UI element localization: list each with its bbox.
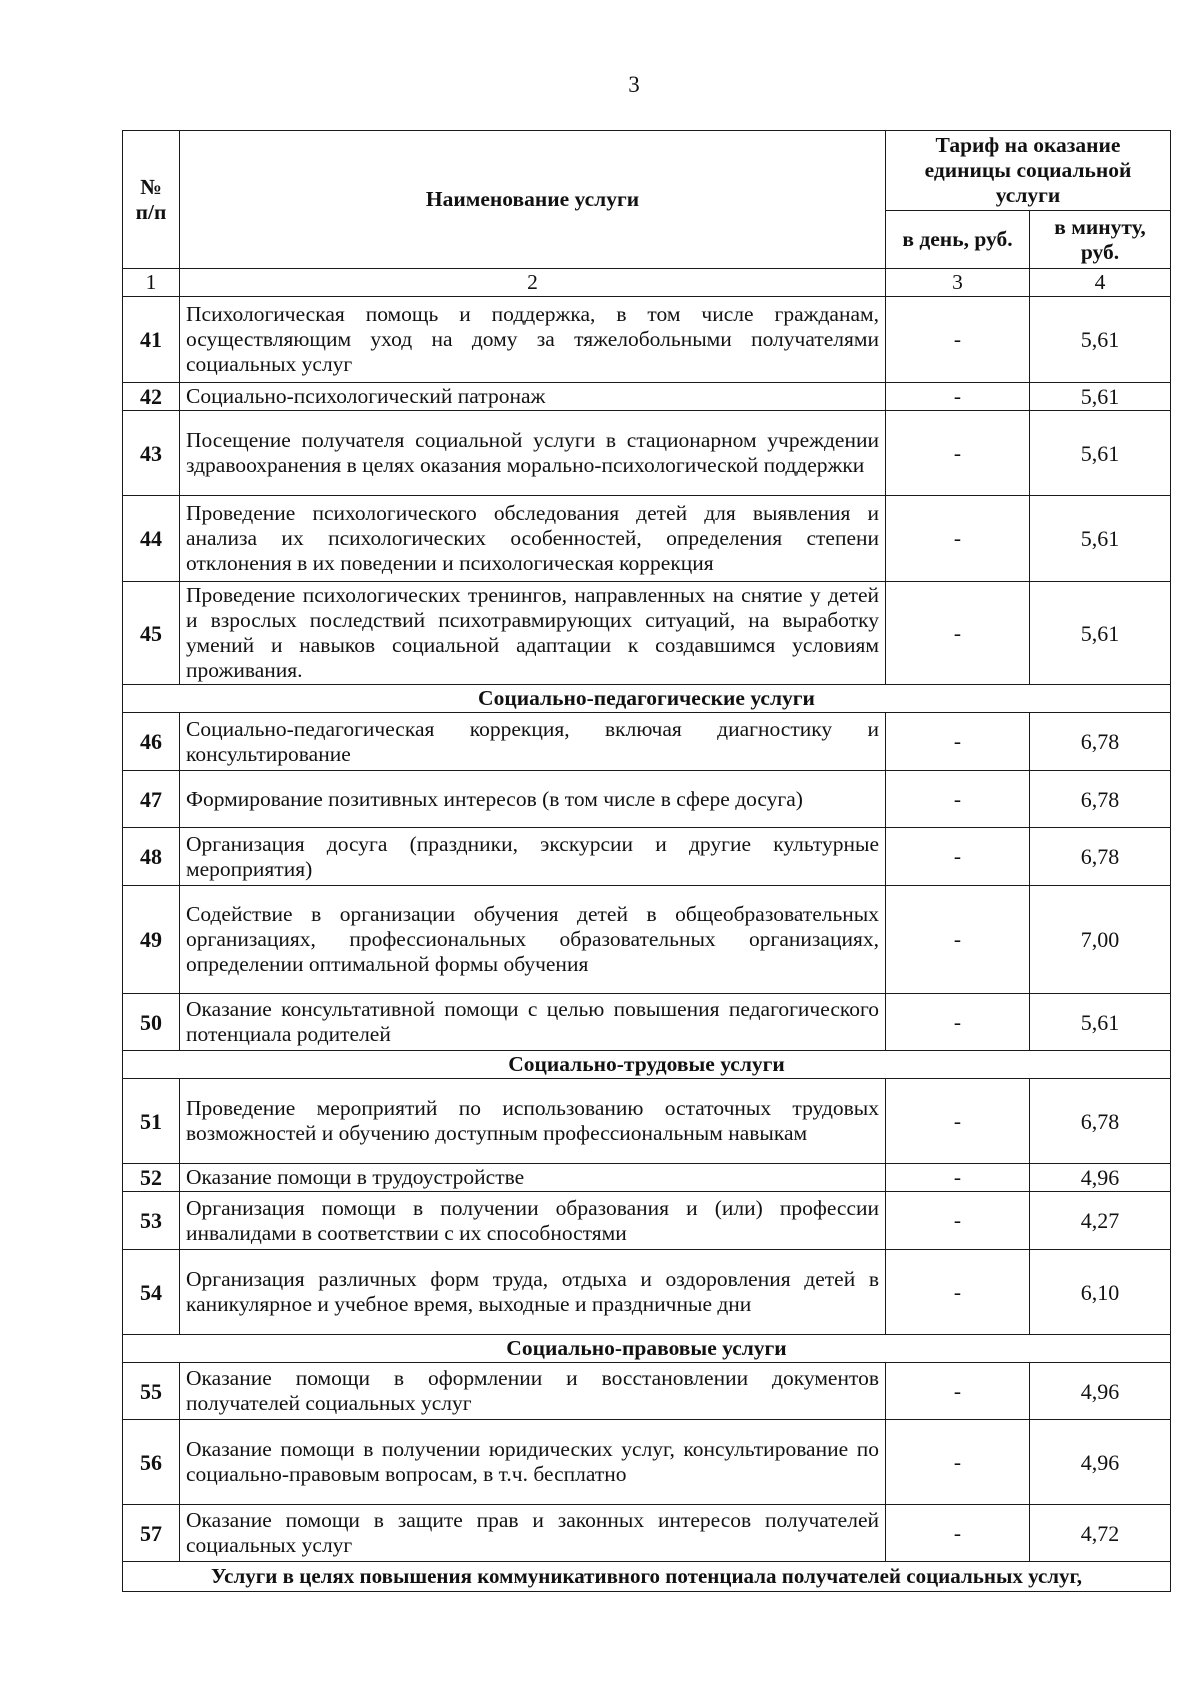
table-row	[123, 1079, 1171, 1164]
table-row	[123, 297, 1171, 383]
column-number: 2	[180, 269, 886, 297]
service-name: Социально-педагогическая коррекция, включая диагностику и консультирование	[180, 713, 886, 771]
column-number: 3	[886, 269, 1030, 297]
tariff-per-minute: 5,61	[1030, 582, 1171, 685]
service-name: Содействие в организации обучения детей в общеобразовательных организациях, профессиональных образовательных организациях, определении оптимальной формы обучения	[180, 886, 886, 994]
tariff-per-minute: 5,61	[1030, 297, 1171, 383]
row-number: 52	[123, 1164, 180, 1192]
row-number: 51	[123, 1079, 180, 1164]
tariff-per-minute: 5,61	[1030, 994, 1171, 1051]
tariff-per-day: -	[886, 886, 1030, 994]
tariff-per-minute: 6,78	[1030, 828, 1171, 886]
row-number: 43	[123, 411, 180, 496]
service-name: Проведение психологического обследования детей для выявления и анализа их психологических особенностей, определения степени отклонения в их поведении и психологическая коррекция	[180, 496, 886, 582]
table-row	[123, 886, 1171, 994]
tariff-per-day: -	[886, 383, 1030, 411]
row-number: 50	[123, 994, 180, 1051]
section-heading: Социально-педагогические услуги	[123, 685, 1171, 713]
table-row	[123, 496, 1171, 582]
service-name: Проведение психологических тренингов, направленных на снятие у детей и взрослых последствий психотравмирующих ситуаций, на выработку умений и навыков социальной адаптации к создавшимся условиям проживания.	[180, 582, 886, 685]
service-name: Проведение мероприятий по использованию остаточных трудовых возможностей и обучению доступным профессиональным навыкам	[180, 1079, 886, 1164]
row-number: 56	[123, 1420, 180, 1505]
table-row	[123, 828, 1171, 886]
header-num: № п/п	[123, 131, 180, 269]
column-number: 4	[1030, 269, 1171, 297]
tariff-per-minute: 4,96	[1030, 1164, 1171, 1192]
tariff-per-minute: 4,27	[1030, 1192, 1171, 1250]
row-number: 42	[123, 383, 180, 411]
tariff-per-day: -	[886, 1164, 1030, 1192]
tariff-per-minute: 5,61	[1030, 383, 1171, 411]
tariff-per-day: -	[886, 297, 1030, 383]
tariff-per-minute: 6,78	[1030, 771, 1171, 828]
tariff-per-day: -	[886, 1192, 1030, 1250]
row-number: 53	[123, 1192, 180, 1250]
tariff-per-minute: 6,78	[1030, 713, 1171, 771]
row-number: 41	[123, 297, 180, 383]
tariff-per-minute: 6,78	[1030, 1079, 1171, 1164]
tariff-per-day: -	[886, 411, 1030, 496]
header-tariff-group: Тариф на оказание единицы социальной услуги	[886, 131, 1171, 211]
service-name: Оказание помощи в оформлении и восстановлении документов получателей социальных услуг	[180, 1363, 886, 1420]
table-row	[123, 1192, 1171, 1250]
section-heading: Социально-правовые услуги	[123, 1335, 1171, 1363]
table-row	[123, 383, 1171, 411]
service-name: Оказание помощи в защите прав и законных интересов получателей социальных услуг	[180, 1505, 886, 1562]
table-row	[123, 994, 1171, 1051]
tariff-per-minute: 5,61	[1030, 411, 1171, 496]
tariff-per-day: -	[886, 496, 1030, 582]
tariff-per-day: -	[886, 1363, 1030, 1420]
row-number: 47	[123, 771, 180, 828]
table-row	[123, 1363, 1171, 1420]
tariff-per-day: -	[886, 1505, 1030, 1562]
service-name: Посещение получателя социальной услуги в стационарном учреждении здравоохранения в целях оказания морально-психологической поддержки	[180, 411, 886, 496]
row-number: 45	[123, 582, 180, 685]
table-row	[123, 771, 1171, 828]
tariff-per-minute: 4,96	[1030, 1363, 1171, 1420]
service-name: Организация различных форм труда, отдыха и оздоровления детей в каникулярное и учебное время, выходные и праздничные дни	[180, 1250, 886, 1335]
column-number: 1	[123, 269, 180, 297]
tariff-per-day: -	[886, 713, 1030, 771]
row-number: 54	[123, 1250, 180, 1335]
page-number: 3	[628, 72, 640, 97]
row-number: 44	[123, 496, 180, 582]
header-name: Наименование услуги	[180, 131, 886, 269]
tariff-per-day: -	[886, 828, 1030, 886]
table-body	[123, 297, 1171, 1562]
service-name: Организация досуга (праздники, экскурсии и другие культурные мероприятия)	[180, 828, 886, 886]
table-row	[123, 1250, 1171, 1335]
tariff-table	[122, 130, 1171, 1592]
tariff-per-day: -	[886, 582, 1030, 685]
tariff-per-minute: 4,96	[1030, 1420, 1171, 1505]
section-heading: Социально-трудовые услуги	[123, 1051, 1171, 1079]
row-number: 46	[123, 713, 180, 771]
tariff-per-minute: 7,00	[1030, 886, 1171, 994]
tariff-per-day: -	[886, 1420, 1030, 1505]
table-row	[123, 713, 1171, 771]
service-name: Социально-психологический патронаж	[180, 383, 886, 411]
header-per-minute: в минуту, руб.	[1030, 211, 1171, 269]
table-row	[123, 411, 1171, 496]
tariff-per-minute: 5,61	[1030, 496, 1171, 582]
service-name: Оказание помощи в трудоустройстве	[180, 1164, 886, 1192]
service-name: Оказание помощи в получении юридических услуг, консультирование по социально-правовым вопросам, в т.ч. бесплатно	[180, 1420, 886, 1505]
tariff-per-minute: 4,72	[1030, 1505, 1171, 1562]
table-row	[123, 582, 1171, 685]
continuation-heading: Услуги в целях повышения коммуникативного потенциала получателей социальных услуг,	[123, 1562, 1171, 1592]
tariff-per-day: -	[886, 1079, 1030, 1164]
row-number: 55	[123, 1363, 180, 1420]
row-number: 48	[123, 828, 180, 886]
tariff-per-minute: 6,10	[1030, 1250, 1171, 1335]
table-row	[123, 1505, 1171, 1562]
table-row	[123, 1164, 1171, 1192]
service-name: Оказание консультативной помощи с целью повышения педагогического потенциала родителей	[180, 994, 886, 1051]
tariff-per-day: -	[886, 771, 1030, 828]
header-per-day: в день, руб.	[886, 211, 1030, 269]
service-name: Формирование позитивных интересов (в том числе в сфере досуга)	[180, 771, 886, 828]
row-number: 57	[123, 1505, 180, 1562]
tariff-per-day: -	[886, 1250, 1030, 1335]
table-row	[123, 1420, 1171, 1505]
service-name: Организация помощи в получении образования и (или) профессии инвалидами в соответствии с их способностями	[180, 1192, 886, 1250]
row-number: 49	[123, 886, 180, 994]
tariff-per-day: -	[886, 994, 1030, 1051]
service-name: Психологическая помощь и поддержка, в том числе гражданам, осуществляющим уход на дому за тяжелобольными получателями социальных услуг	[180, 297, 886, 383]
